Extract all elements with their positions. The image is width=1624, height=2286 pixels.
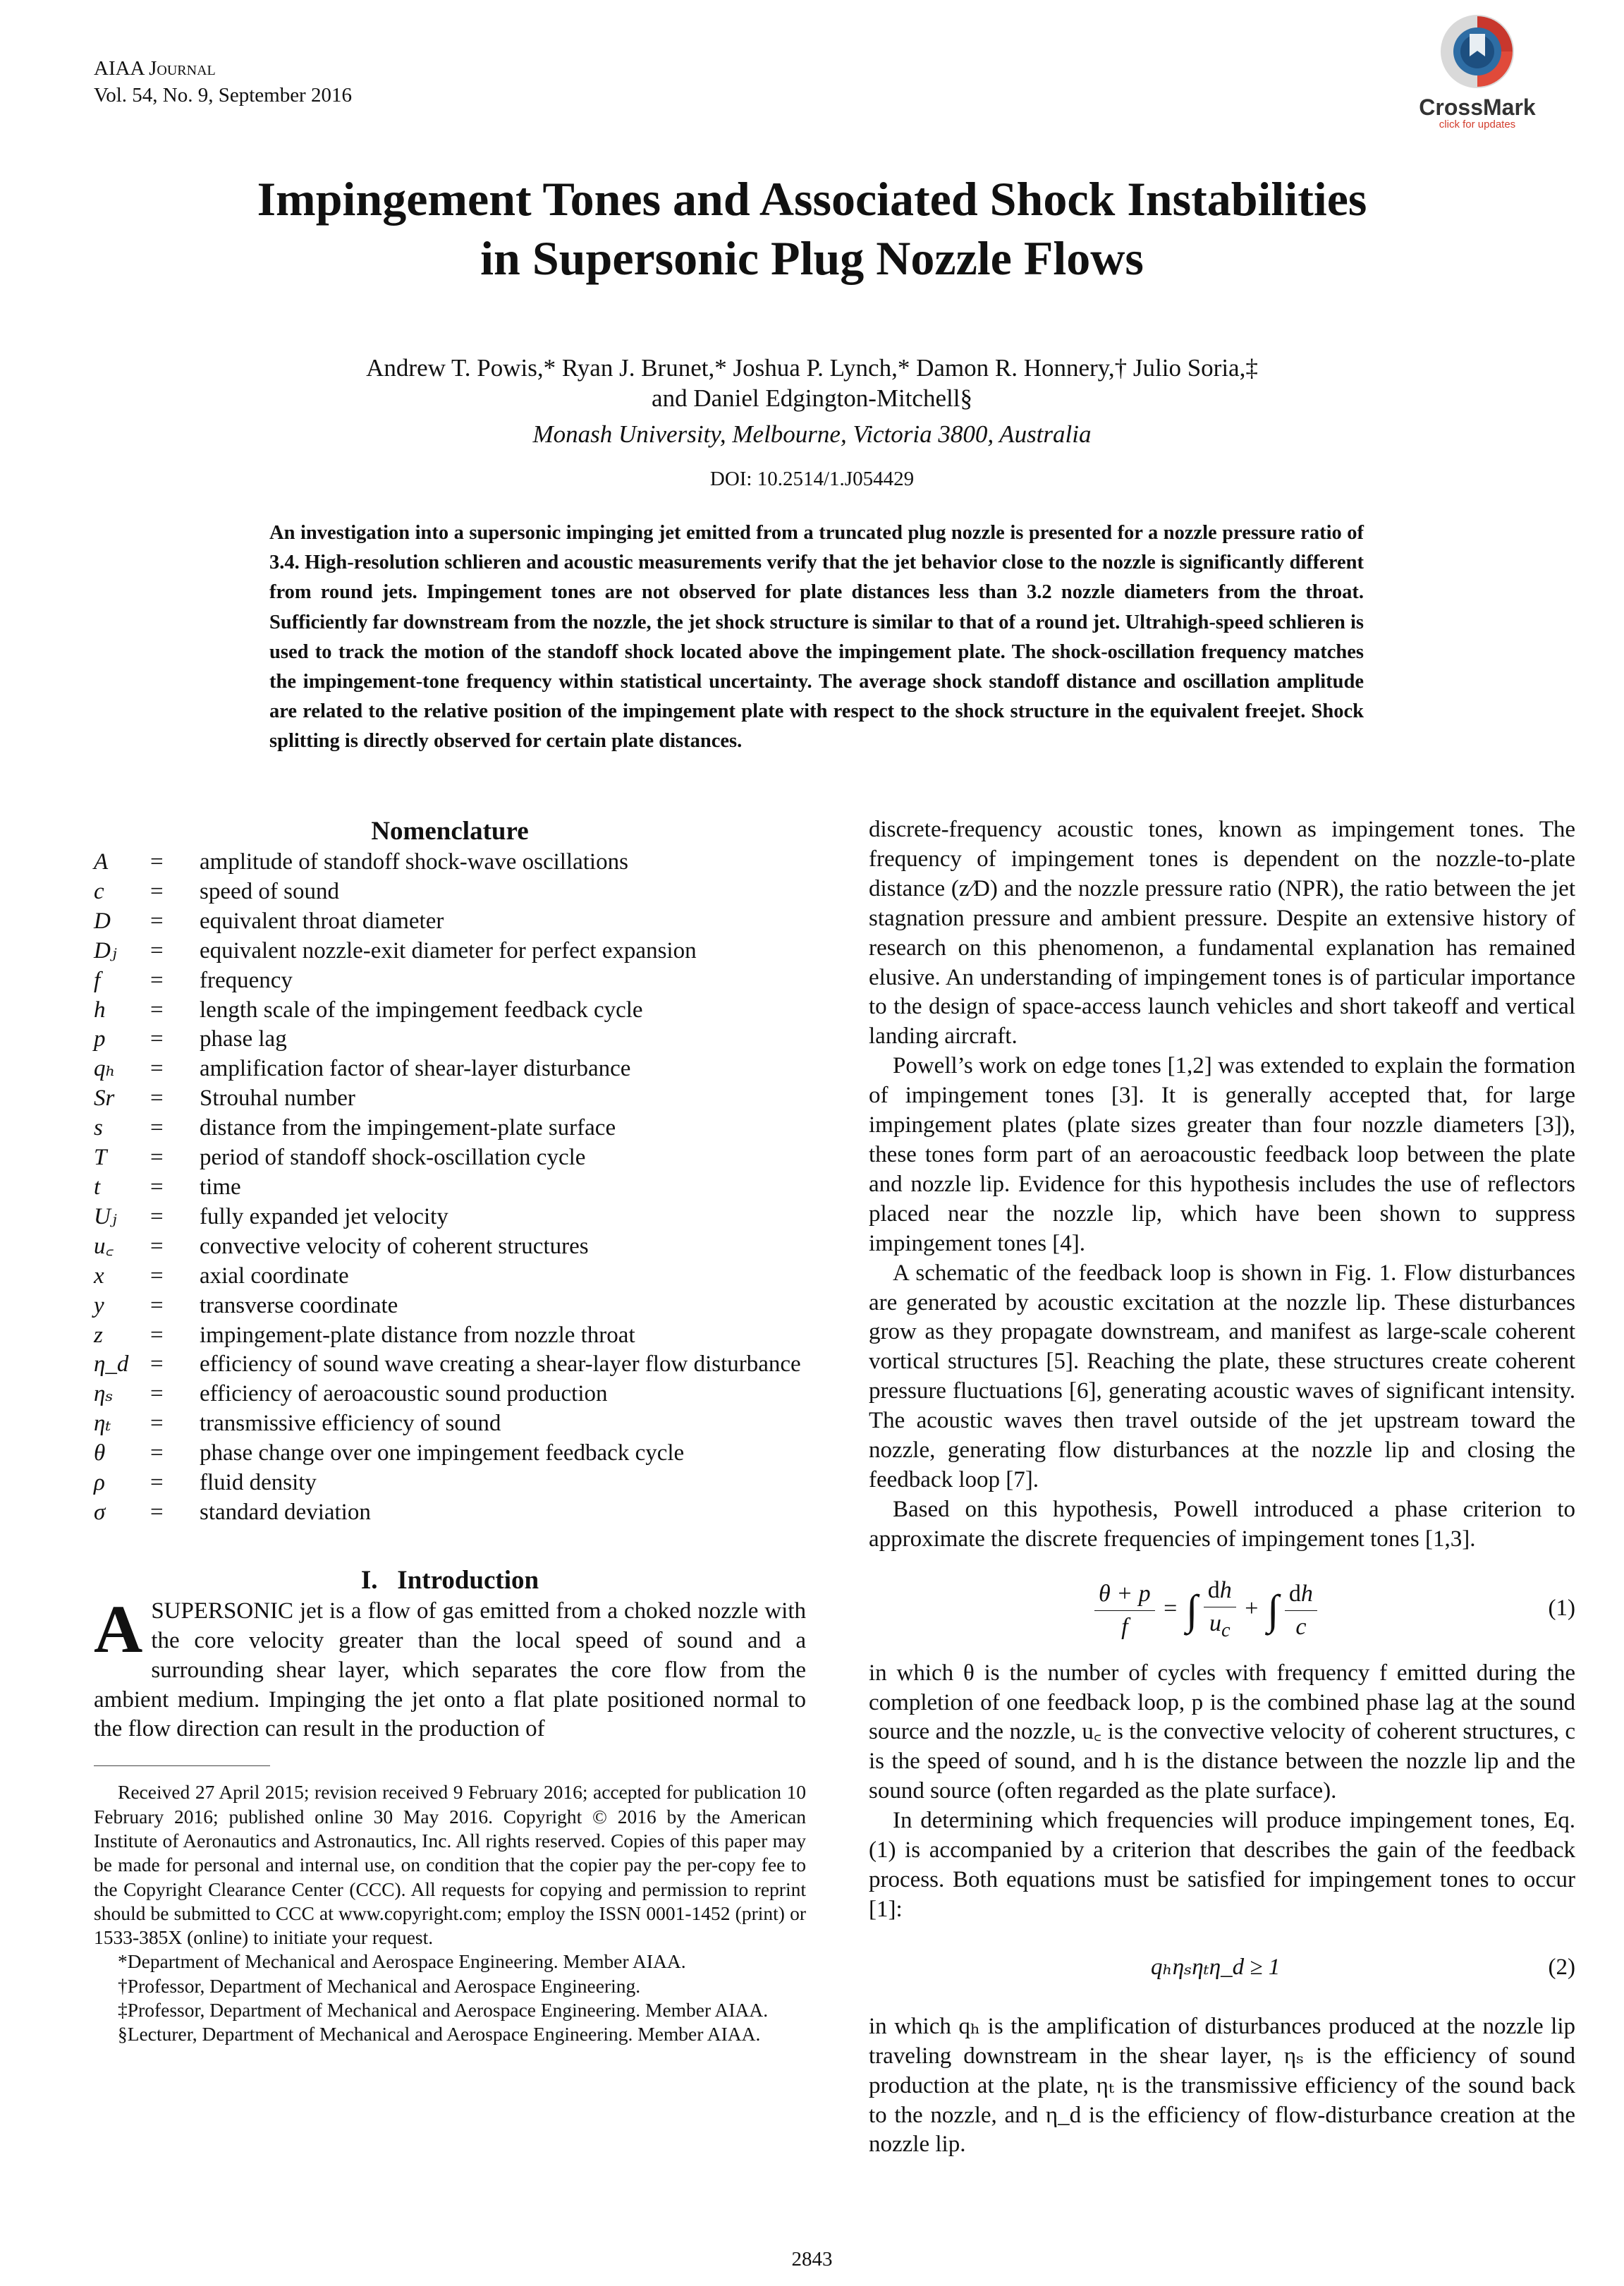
nomenclature-symbol: A (94, 849, 109, 875)
footnote-2: †Professor, Department of Mechanical and Aerospace Engineering. (118, 1974, 641, 1997)
nomenclature-definition: phase change over one impingement feedback cycle (200, 1440, 685, 1466)
crossmark-sub: click for updates (1439, 118, 1516, 130)
nomenclature-table (94, 848, 806, 1528)
nomenclature-equals: = (150, 1203, 164, 1229)
nomenclature-row (94, 1350, 806, 1380)
nomenclature-row (94, 1232, 806, 1262)
footnote-1: *Department of Mechanical and Aerospace Engineering. Member AIAA. (118, 1950, 686, 1973)
right-paragraph-6: In determining which frequencies will produce impingement tones, Eq. (1) is accompanied by a criterion that describes the gain of the feedback process. Both equations must be satisfied for impingement tones to occur [1]: (869, 1808, 1575, 1922)
nomenclature-symbol: t (94, 1174, 101, 1200)
nomenclature-definition: amplitude of standoff shock-wave oscillations (200, 849, 628, 875)
nomenclature-row (94, 848, 806, 877)
nomenclature-row (94, 1173, 806, 1203)
nomenclature-row (94, 1321, 806, 1351)
nomenclature-definition: equivalent throat diameter (200, 908, 444, 934)
nomenclature-symbol: z (94, 1322, 103, 1348)
equation-2-body: qₕηₛηₜη_d ≥ 1 (1151, 1954, 1281, 1980)
journal-name: AIAA Journal (94, 57, 216, 80)
nomenclature-symbol: θ (94, 1440, 106, 1466)
nomenclature-symbol: qₕ (94, 1056, 116, 1082)
affiliation: Monash University, Melbourne, Victoria 3800, Australia (532, 420, 1092, 448)
nomenclature-definition: impingement-plate distance from nozzle throat (200, 1322, 635, 1348)
nomenclature-equals: = (150, 997, 164, 1023)
footnote-rule (94, 1765, 270, 1766)
nomenclature-row (94, 877, 806, 907)
right-paragraph-1: discrete-frequency acoustic tones, known as impingement tones. The frequency of impingement tones is dependent on the nozzle-to-plate distance (z∕D) and the nozzle pressure ratio (NPR), the ratio between the jet stagnation pressure and ambient pressure. Despite an extensive history of research on this phenomenon, a fundamental explanation has remained elusive. An understanding of impingement tones is of particular importance to the design of space-access launch vehicles and short takeoff and vertical landing aircraft. (869, 817, 1575, 1050)
nomenclature-equals: = (150, 937, 164, 963)
nomenclature-definition: distance from the impingement-plate surface (200, 1115, 616, 1141)
page-number: 2843 (791, 2248, 833, 2270)
crossmark-label: CrossMark (1419, 95, 1536, 120)
authors-line-1: Andrew T. Powis,* Ryan J. Brunet,* Joshua P. Lynch,* Damon R. Honnery,† Julio Soria,‡ (366, 354, 1258, 382)
right-paragraph-3: A schematic of the feedback loop is shown in Fig. 1. Flow disturbances are generated by acoustic excitation at the nozzle lip. These disturbances grow as they propagate downstream, and manifest as large-scale coherent vortical structures [5]. Reaching the plate, these structures create coherent pressure fluctuations [6], generating acoustic waves of significant intensity. The acoustic waves then travel outside of the jet upstream toward the nozzle, generating flow disturbances at the nozzle lip and closing the feedback loop [7]. (869, 1260, 1575, 1492)
equation-1-body: $\frac{\theta + p}{f}$ = ∫ $\frac{dh}{u_c}$ + ∫ $\frac{dh}{c}$ (1094, 1574, 1317, 1647)
nomenclature-symbol: p (94, 1026, 106, 1052)
nomenclature-row (94, 1469, 806, 1498)
nomenclature-definition: transverse coordinate (200, 1292, 398, 1318)
nomenclature-heading: Nomenclature (371, 817, 529, 846)
nomenclature-equals: = (150, 967, 164, 993)
journal-header (94, 55, 352, 109)
footnote-4: §Lecturer, Department of Mechanical and Aerospace Engineering. Member AIAA. (118, 2023, 761, 2045)
nomenclature-symbol: σ (94, 1499, 106, 1525)
nomenclature-equals: = (150, 1470, 164, 1496)
nomenclature-equals: = (150, 1115, 164, 1141)
nomenclature-equals: = (150, 1292, 164, 1318)
nomenclature-row (94, 996, 806, 1026)
nomenclature-symbol: ηₛ (94, 1381, 114, 1407)
nomenclature-row (94, 1380, 806, 1409)
nomenclature-equals: = (150, 1145, 164, 1171)
nomenclature-definition: amplification factor of shear-layer disturbance (200, 1056, 631, 1082)
journal-issue: Vol. 54, No. 9, September 2016 (94, 84, 352, 107)
crossmark-icon (1439, 13, 1516, 90)
nomenclature-symbol: y (94, 1292, 104, 1318)
nomenclature-row (94, 1498, 806, 1528)
nomenclature-symbol: f (94, 967, 101, 993)
nomenclature-equals: = (150, 1233, 164, 1259)
nomenclature-symbol: Uⱼ (94, 1203, 117, 1229)
nomenclature-symbol: c (94, 878, 104, 904)
nomenclature-definition: convective velocity of coherent structures (200, 1233, 589, 1259)
nomenclature-equals: = (150, 1381, 164, 1407)
nomenclature-definition: axial coordinate (200, 1263, 349, 1289)
nomenclature-definition: period of standoff shock-oscillation cycle (200, 1145, 586, 1171)
abstract: An investigation into a supersonic impinging jet emitted from a truncated plug nozzle is presented for a nozzle pressure ratio of 3.4. High-resolution schlieren and acoustic measurements verify that the jet behavior close to the nozzle is significantly different from round jets. Impingement tones are not observed for plate distances less than 3.2 nozzle diameters from the throat. Sufficiently far downstream from the nozzle, the jet shock structure is similar to that of a round jet. Ultrahigh-speed schlieren is used to track the motion of the standoff shock located above the impingement plate. The shock-oscillation frequency matches the impingement-tone frequency within statistical uncertainty. The average shock standoff distance and oscillation amplitude are related to the relative position of the impingement plate with respect to the shock structure in the equivalent freejet. Shock splitting is directly observed for certain plate distances. (269, 522, 1364, 753)
footnotes (94, 1780, 806, 2046)
nomenclature-symbol: T (94, 1145, 107, 1171)
nomenclature-row (94, 1409, 806, 1439)
nomenclature-definition: efficiency of sound wave creating a shear-layer flow disturbance (200, 1351, 801, 1378)
nomenclature-symbol: h (94, 997, 106, 1023)
intro-paragraph (94, 1591, 806, 1745)
nomenclature-definition: phase lag (200, 1026, 287, 1052)
title-line-1: Impingement Tones and Associated Shock Instabilities (257, 172, 1367, 226)
crossmark-badge[interactable] (1403, 13, 1551, 147)
nomenclature-definition: time (200, 1174, 241, 1200)
nomenclature-row (94, 1291, 806, 1321)
nomenclature-row (94, 937, 806, 966)
nomenclature-symbol: x (94, 1263, 104, 1289)
nomenclature-definition: transmissive efficiency of sound (200, 1411, 501, 1437)
nomenclature-symbol: D (94, 908, 111, 934)
nomenclature-row (94, 1143, 806, 1173)
nomenclature-symbol: u꜀ (94, 1233, 114, 1259)
nomenclature-equals: = (150, 1322, 164, 1348)
doi[interactable]: DOI: 10.2514/1.J054429 (709, 468, 915, 490)
right-paragraph-5: in which θ is the number of cycles with frequency f emitted during the completion of one feedback loop, p is the combined phase lag at the sound source and the nozzle, u꜀ is the convective velocity of coherent structures, c is the speed of sound, and h is the distance between the nozzle lip and the sound source (often regarded as the plate surface). (869, 1660, 1575, 1804)
right-paragraph-7: in which qₕ is the amplification of disturbances produced at the nozzle lip traveling downstream in the shear layer, ηₛ is the efficiency of sound production at the plate, ηₜ is the transmissive efficiency of the sound back to the nozzle, and η_d is the efficiency of flow-disturbance creation at the nozzle lip. (869, 2013, 1575, 2158)
nomenclature-row (94, 1203, 806, 1232)
intro-text: SUPERSONIC jet is a flow of gas emitted from a choked nozzle with the core velocity greater than the local speed of sound and a surrounding shear layer, which separates the core flow from the ambient medium. Impinging the jet onto a flat plate positioned normal to the flow direction can result in the production of (94, 1598, 806, 1742)
nomenclature-row (94, 1114, 806, 1143)
equation-1-number: (1) (1548, 1595, 1575, 1621)
nomenclature-symbol: η_d (94, 1351, 129, 1378)
right-paragraph-4: Based on this hypothesis, Powell introduced a phase criterion to approximate the discrete frequencies of impingement tones [1,3]. (869, 1496, 1575, 1552)
paper-title (0, 169, 1624, 288)
equation-1 (869, 1574, 1575, 1659)
nomenclature-row (94, 966, 806, 996)
right-paragraph-2: Powell’s work on edge tones [1,2] was extended to explain the formation of impingement tones [3]. It is generally accepted that, for large impingement plates (plate sizes greater than four nozzle diameters [3]), these tones form part of an aeroacoustic feedback loop between the plate and nozzle lip. Evidence for this hypothesis includes the use of reflectors placed near the nozzle lip, which have been shown to suppress impingement tones [4]. (869, 1053, 1575, 1256)
left-column (94, 815, 806, 2047)
nomenclature-row (94, 1262, 806, 1291)
nomenclature-definition: Strouhal number (200, 1086, 355, 1112)
nomenclature-definition: standard deviation (200, 1499, 371, 1525)
nomenclature-symbol: ηₜ (94, 1411, 111, 1437)
nomenclature-equals: = (150, 1174, 164, 1200)
nomenclature-equals: = (150, 1499, 164, 1525)
nomenclature-row (94, 1439, 806, 1469)
nomenclature-definition: length scale of the impingement feedback cycle (200, 997, 643, 1023)
right-column (869, 815, 1575, 2160)
nomenclature-symbol: ρ (94, 1470, 105, 1496)
nomenclature-equals: = (150, 1440, 164, 1466)
footnote-3: ‡Professor, Department of Mechanical and Aerospace Engineering. Member AIAA. (118, 1999, 769, 2021)
introduction-heading: I. Introduction (360, 1565, 539, 1595)
nomenclature-row (94, 1025, 806, 1054)
nomenclature-equals: = (150, 849, 164, 875)
nomenclature-definition: fluid density (200, 1470, 317, 1496)
nomenclature-symbol: Sr (94, 1086, 115, 1112)
nomenclature-definition: equivalent nozzle-exit diameter for perfect expansion (200, 937, 697, 963)
nomenclature-equals: = (150, 908, 164, 934)
nomenclature-row (94, 1084, 806, 1114)
nomenclature-equals: = (150, 878, 164, 904)
nomenclature-equals: = (150, 1086, 164, 1112)
footnote-received: Received 27 April 2015; revision received 9 February 2016; accepted for publication 10 February 2016; published online 30 May 2016. Copyright © 2016 by the American Institute of Aeronautics and Astronautics, Inc. All rights reserved. Copies of this paper may be made for personal and internal use, on condition that the copier pay the per-copy fee to the Copyright Clearance Center (CCC). All requests for copying and permission to reprint should be submitted to CCC at www.copyright.com; employ the ISSN 0001-1452 (print) or 1533-385X (online) to initiate your request. (94, 1781, 806, 1949)
nomenclature-equals: = (150, 1351, 164, 1378)
dropcap: A (94, 1591, 143, 1667)
authors-line-2: and Daniel Edgington-Mitchell§ (652, 384, 972, 412)
nomenclature-equals: = (150, 1263, 164, 1289)
nomenclature-row (94, 1054, 806, 1084)
nomenclature-definition: speed of sound (200, 878, 339, 904)
title-line-2: in Supersonic Plug Nozzle Flows (480, 231, 1144, 285)
nomenclature-equals: = (150, 1026, 164, 1052)
nomenclature-equals: = (150, 1056, 164, 1082)
author-list (0, 353, 1624, 413)
nomenclature-definition: frequency (200, 967, 293, 993)
nomenclature-definition: fully expanded jet velocity (200, 1203, 448, 1229)
nomenclature-definition: efficiency of aeroacoustic sound production (200, 1381, 608, 1407)
nomenclature-symbol: s (94, 1115, 103, 1141)
nomenclature-row (94, 907, 806, 937)
nomenclature-symbol: Dⱼ (94, 937, 117, 963)
equation-2 (869, 1940, 1575, 1997)
equation-2-number: (2) (1548, 1954, 1575, 1980)
nomenclature-equals: = (150, 1411, 164, 1437)
